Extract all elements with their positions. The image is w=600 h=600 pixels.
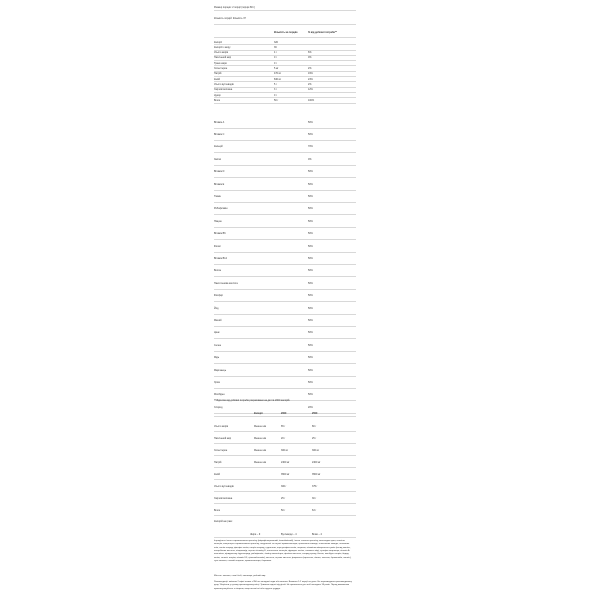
vitamin-name: Рибофлавін xyxy=(214,207,228,211)
ingredients-line: сухе молоко, соєвий лецитин, ароматизатори, барвники. xyxy=(214,559,272,562)
portion-line: Размер порции: 2 порції (порція 80 г) xyxy=(214,5,255,9)
divider xyxy=(214,252,356,253)
divider xyxy=(214,190,356,191)
nutrient-daily-value: 2% xyxy=(308,82,312,86)
divider xyxy=(214,214,356,215)
vitamin-name: Вітамін Е xyxy=(214,182,225,186)
vitamin-daily-value: 50% xyxy=(308,393,313,397)
usage-note-line: Рекомендації: змішати 2 мірні ложки з 350 мл холодної води або молока. Вживати 1-2 порції на день. Не перевищувати рекомендовану xyxy=(214,581,352,583)
daily-row-2000: 20 г xyxy=(281,436,286,440)
nutrient-name: Калорії xyxy=(214,40,222,44)
vitamin-name: Пантотенова кислота xyxy=(214,281,238,285)
daily-row-name: Холестерин xyxy=(214,448,228,452)
daily-row-2500: 375 г xyxy=(312,484,318,488)
nutrient-name: Усього вуглеводів xyxy=(214,82,234,86)
per-gram-label: Калорій на грам: xyxy=(214,519,233,523)
daily-row-2000: 2400 мг xyxy=(281,460,290,464)
ingredients-line: калію, селеніт натрію, вітамін D3, ціанокобаламін), кислота, оцтова кислота, ферменти (протеаза, ліпаза, лактаза, бромелайн, папаїн), xyxy=(214,556,352,559)
divider xyxy=(214,376,356,377)
vitamin-name: Мідь xyxy=(214,356,220,360)
daily-row-qualifier: Менше ніж xyxy=(254,424,267,428)
vitamin-daily-value: 50% xyxy=(308,232,313,236)
vitamin-daily-value: 50% xyxy=(308,120,313,124)
nutrient-daily-value: 100% xyxy=(308,98,315,102)
per-gram-carbs: Вуглеводи – 4 xyxy=(281,532,297,536)
ingredients-line: олія, калію хлорид, фосфат калію, натрію хлорид, сукралоза, ацесульфам калію, лецитин, вітамінно-мінеральна суміш (оксид магнію, xyxy=(214,546,351,549)
vitamin-name: Вітамін А xyxy=(214,120,225,124)
vitamin-name: Селен xyxy=(214,343,222,347)
vitamin-daily-value: 50% xyxy=(308,269,313,273)
nutrient-amount: 0 г xyxy=(274,56,277,60)
vitamin-name: Молібден xyxy=(214,393,225,397)
nutrient-amount: 5 мг xyxy=(274,67,279,70)
divider xyxy=(214,351,356,352)
nutrient-amount: 36 xyxy=(274,45,277,49)
daily-row-2000: 3500 мг xyxy=(281,472,290,476)
vitamin-daily-value: 50% xyxy=(308,256,313,260)
vitamin-name: Ніацин xyxy=(214,219,222,223)
divider xyxy=(214,24,356,25)
daily-row-2000: 65 г xyxy=(281,424,286,428)
daily-row-name: Калій xyxy=(214,472,220,476)
nutrient-amount: 3 г xyxy=(274,88,277,92)
vitamin-name: Тіамін xyxy=(214,194,221,198)
vitamin-daily-value: 50% xyxy=(308,132,313,136)
servings-line: Кількість порцій: Кількість 37 xyxy=(214,17,246,20)
vitamin-name: Кальцій xyxy=(214,145,223,149)
divider xyxy=(214,431,356,432)
daily-row-name: Насичений жир xyxy=(214,436,232,440)
vitamin-daily-value: 50% xyxy=(308,306,313,310)
divider xyxy=(214,301,356,302)
nutrient-name: Транс-жири xyxy=(214,61,227,65)
vitamin-daily-value: 50% xyxy=(308,343,313,347)
daily-row-2500: 3500 мг xyxy=(312,472,321,476)
nutrient-name: Холестерин xyxy=(214,67,228,70)
divider xyxy=(214,388,356,389)
vitamin-name: Залізо xyxy=(214,157,222,161)
nutrient-daily-value: 0% xyxy=(308,56,312,60)
nutrient-name: Усього жирів xyxy=(214,51,229,55)
nutrient-name: Білок xyxy=(214,98,220,102)
daily-row-2500: 30 г xyxy=(312,496,317,500)
daily-header-2000: 2000 xyxy=(281,411,287,415)
divider xyxy=(214,515,356,516)
nutrient-name: Харчові волокна xyxy=(214,88,233,92)
nutrient-amount: 5 г xyxy=(274,82,277,86)
divider xyxy=(214,103,356,104)
vitamin-daily-value: 50% xyxy=(308,170,313,174)
divider xyxy=(214,71,356,72)
vitamin-daily-value: 50% xyxy=(308,207,313,211)
daily-row-name: Білок xyxy=(214,508,220,512)
vitamin-daily-value: 50% xyxy=(308,194,313,198)
daily-row-2000: 300 г xyxy=(281,484,287,488)
nutrient-name: Калорії із жиру xyxy=(214,45,231,49)
divider xyxy=(214,44,356,45)
nutrient-daily-value: 6% xyxy=(308,51,312,55)
vitamin-daily-value: 50% xyxy=(308,380,313,384)
daily-row-qualifier: Менше ніж xyxy=(254,460,267,464)
ingredients-line: пальмітат, піридоксину гідрохлорид, рибофлавін, тіаміну мононітрат, фолієва кислота, хлорид хрому, біотин, молібдат натрію, йодид xyxy=(214,553,349,556)
nutrient-amount: 470 мг xyxy=(274,72,282,76)
per-gram-fat: Жири – 9 xyxy=(250,532,261,536)
divider xyxy=(214,537,356,538)
divider xyxy=(214,276,356,277)
vitamin-name: Магній xyxy=(214,318,222,322)
vitamin-daily-value: 20% xyxy=(308,405,313,409)
vitamin-daily-value: 50% xyxy=(308,219,313,223)
divider xyxy=(214,443,356,444)
nutrient-name: Натрій xyxy=(214,72,222,76)
divider xyxy=(214,177,356,178)
divider xyxy=(214,314,356,315)
daily-row-name: Натрій xyxy=(214,460,222,464)
vitamin-daily-value: 50% xyxy=(308,331,313,335)
vitamin-name: Вітамін С xyxy=(214,132,225,136)
divider xyxy=(214,65,356,66)
divider xyxy=(214,37,356,38)
divider xyxy=(214,128,356,129)
divider xyxy=(214,87,356,88)
daily-row-2000: 300 мг xyxy=(281,448,289,452)
divider xyxy=(214,416,356,417)
vitamin-name: Хром xyxy=(214,380,220,384)
daily-row-2000: 50 г xyxy=(281,508,286,512)
divider xyxy=(214,10,356,11)
divider xyxy=(214,76,356,77)
divider xyxy=(214,326,356,327)
vitamin-daily-value: 70% xyxy=(308,145,313,149)
nutrient-amount: 320 xyxy=(274,40,278,44)
divider xyxy=(214,289,356,290)
divider xyxy=(214,239,356,240)
usage-note-line: проконсультуйтеся з лікарем, якщо ви вагітні або годуєте груддю. xyxy=(214,587,281,590)
nutrient-daily-value: 2% xyxy=(308,67,312,70)
ingredients-line: Інгредієнти: ізолят сироваткового протеїну (мікрофільтрований, іонообмінний), ізолят соєвого протеїну, мальтодекстрин, казеїнат xyxy=(214,540,345,542)
nutrient-amount: 840 мг xyxy=(274,77,282,81)
vitamin-name: Вітамін В6 xyxy=(214,232,226,236)
vitamin-daily-value: 50% xyxy=(308,182,313,186)
nutrient-name: Насичений жир xyxy=(214,56,232,60)
nutrient-daily-value: 24% xyxy=(308,77,313,81)
vitamin-name: Біотин xyxy=(214,269,222,273)
daily-row-name: Усього жирів xyxy=(214,424,229,428)
vitamin-daily-value: 50% xyxy=(308,244,313,248)
divider xyxy=(214,60,356,61)
daily-row-name: Усього вуглеводів xyxy=(214,484,234,488)
vitamin-name: Вітамін D xyxy=(214,170,225,174)
per-gram-protein: Білки – 4 xyxy=(312,532,322,536)
nutrition-document xyxy=(210,0,360,600)
vitamin-name: Йод xyxy=(214,306,219,310)
divider xyxy=(214,81,356,82)
divider xyxy=(214,479,356,480)
daily-row-2500: 25 г xyxy=(312,436,317,440)
vitamin-daily-value: 50% xyxy=(308,368,313,372)
divider xyxy=(214,227,356,228)
vitamin-name: Цинк xyxy=(214,331,220,335)
nutrient-daily-value: 19% xyxy=(308,72,313,76)
column-header-amount: Кількість на порцію xyxy=(274,30,298,34)
vitamin-name: Хлорид xyxy=(214,405,223,409)
daily-row-2500: 2400 мг xyxy=(312,460,321,464)
daily-row-qualifier: Менше ніж xyxy=(254,436,267,440)
allergens-line: Містить: молоко, соєві бобі, пшеницю, рибний жир. xyxy=(214,575,266,577)
daily-row-2500: 80 г xyxy=(312,424,317,428)
vitamin-name: Марганець xyxy=(214,368,227,372)
divider xyxy=(214,50,356,51)
divider xyxy=(214,202,356,203)
divider xyxy=(214,503,356,504)
daily-row-2000: 25 г xyxy=(281,496,286,500)
daily-header-calories: Калорії xyxy=(254,411,263,415)
vitamin-daily-value: 50% xyxy=(308,294,313,298)
divider xyxy=(214,55,356,56)
divider xyxy=(214,491,356,492)
divider xyxy=(214,455,356,456)
usage-note-line: дозу. Зберігати у сухому прохолодному місці. Тримати подалі від дітей. Не призначено для осіб молодше 18 років. Перед вживанням xyxy=(214,584,350,587)
nutrient-amount: 0 г xyxy=(274,93,277,97)
divider xyxy=(214,140,356,141)
divider xyxy=(214,152,356,153)
nutrient-daily-value: 12% xyxy=(308,88,313,92)
nutrient-amount: 4 г xyxy=(274,51,277,55)
divider xyxy=(214,338,356,339)
nutrient-amount: 50 г xyxy=(274,98,279,102)
ingredients-line: кальцію, концентрат сироваткового протеїну, натуральні та штучні ароматизатори, целюлозна камедь, ксантанова камедь, пальмова xyxy=(214,543,350,546)
divider xyxy=(214,165,356,166)
nutrient-name: Цукор xyxy=(214,93,221,97)
divider xyxy=(214,467,356,468)
divider xyxy=(214,264,356,265)
vitamin-name: Фосфор xyxy=(214,294,223,298)
daily-row-2500: 300 мг xyxy=(312,448,320,452)
nutrient-name: Калій xyxy=(214,77,220,81)
daily-row-name: Харчові волокна xyxy=(214,496,233,500)
vitamin-name: Вітамін В12 xyxy=(214,256,227,260)
vitamin-daily-value: 0% xyxy=(308,157,312,161)
divider xyxy=(214,363,356,364)
vitamin-daily-value: 50% xyxy=(308,281,313,285)
divider xyxy=(214,97,356,98)
column-header-daily-value: % від добової потреби** xyxy=(308,30,337,34)
nutrient-amount: 0 г xyxy=(274,61,277,65)
vitamin-daily-value: 50% xyxy=(308,356,313,360)
vitamin-name: Фолат xyxy=(214,244,221,248)
vitamin-daily-value: 50% xyxy=(308,318,313,322)
divider xyxy=(214,92,356,93)
footnote: ** Відсотки від добової потреби розраховано на дієті в 2000 калорій. xyxy=(214,398,291,402)
daily-row-qualifier: Менше ніж xyxy=(254,448,267,452)
ingredients-line: аскорбінова кислота, ніацинамід, ацетат вітаміну Е, пантотенат кальцію, фумарат заліза, глюконат міді, сульфат марганцю, вітамін А xyxy=(214,549,350,552)
daily-header-2500: 2500 xyxy=(312,411,318,415)
daily-row-2500: 63 г xyxy=(312,508,317,512)
